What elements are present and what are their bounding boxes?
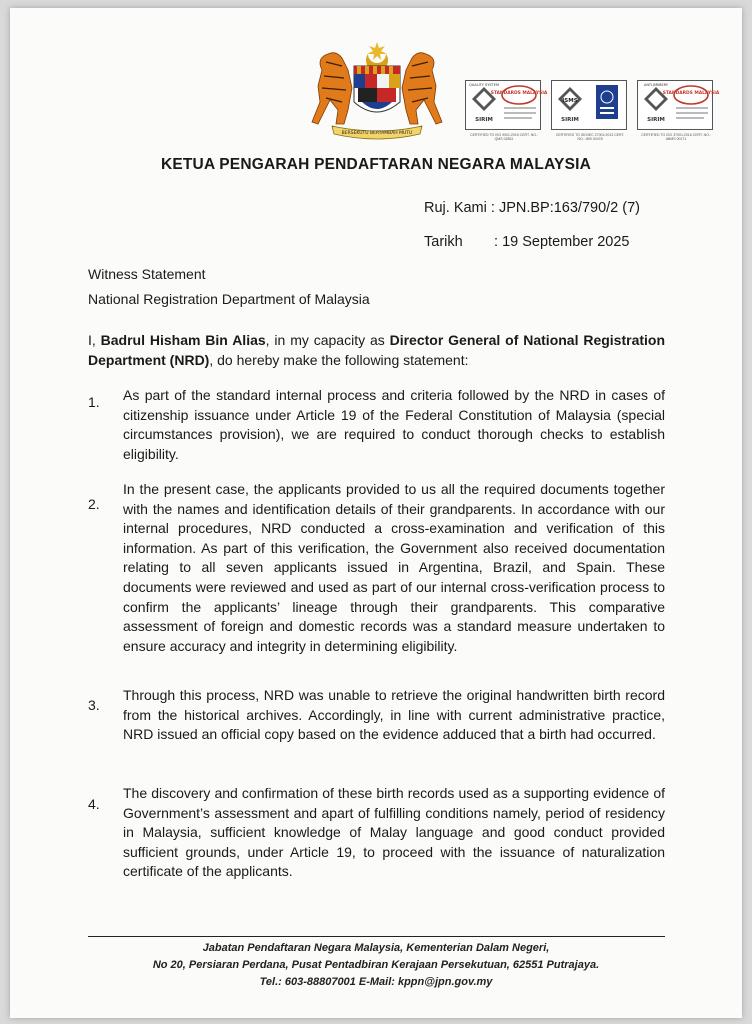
department-name: National Registration Department of Malaysia [88,291,370,307]
svg-text:STANDARDS MALAYSIA: STANDARDS MALAYSIA [662,91,720,96]
anti-bribery-caption: CERTIFIED TO ISO 37001:2016 CERT. NO.: ABMS 00171 [641,133,711,141]
svg-text:QUALITY SYSTEM: QUALITY SYSTEM [468,83,500,87]
isms-caption: CERTIFIED TO ISO/IEC 27001:2013 CERT. NO.: IMS 00478 [555,133,625,141]
letter-page [10,8,742,1018]
svg-text:SIRIM: SIRIM [561,117,579,123]
statement-item: Through this process, NRD was unable to retrieve the original handwritten birth record from the historical archives. Accordingly, in line with current administrative practice, NRD issued an official copy based on the evidence adduced that a birth had occurred. [123,687,665,743]
item-number: 4. [88,796,100,812]
date-value: : 19 September 2025 [494,234,630,250]
svg-text:SIRIM: SIRIM [475,117,493,123]
svg-text:SIRIM: SIRIM [647,117,665,123]
item-number: 3. [88,697,100,713]
footer-line-2: No 20, Persiaran Perdana, Pusat Pentadbiran Kerajaan Persekutuan, 62551 Putrajaya. [152,959,600,971]
svg-text:ISMS: ISMS [562,98,578,104]
footer-line-3: Tel.: 603-88807001 E-Mail: kppn@jpn.gov.my [259,976,493,988]
sirim-quality-icon [466,81,548,129]
date-line [424,234,629,250]
statement-item: As part of the standard internal process and criteria followed by the NRD in cases of citizenship issuance under Article 19 of the Federal Constitution of Malaysia (special circumstances provision), we are required to conduct thorough checks to establish eligibility. [123,387,665,462]
iso-9001-badge [465,80,548,141]
item-number: 2. [88,496,100,512]
malaysia-coat-of-arms-icon [302,40,452,140]
footer-address [10,940,742,991]
iso-9001-caption: CERTIFIED TO ISO 9001:2015 CERT. NO.: QMS 02861 [470,133,538,141]
declarant-name: Badrul Hisham Bin Alias [100,332,266,348]
declarant-role: Director General of National Registration Department (NRD) [88,332,666,368]
letterhead-title: KETUA PENGARAH PENDAFTARAN NEGARA MALAYSIA [160,156,592,173]
crest-motto: BERSEKUTU BERTAMBAH MUTU [341,131,413,136]
date-label: Tarikh [424,234,463,250]
sirim-isms-icon [552,81,626,129]
certification-badges [465,80,720,141]
reference-value: : JPN.BP:163/790/2 (7) [490,200,640,216]
sirim-anti-bribery-icon [638,81,720,129]
intro-paragraph: I, Badrul Hisham Bin Alias, in my capacity as Director General of National Registration Department (NRD), do hereby make the following statement: [88,332,666,368]
anti-bribery-badge [637,80,720,141]
isms-badge [551,80,627,141]
statement-item: The discovery and confirmation of these birth records used as a supporting evidence of Government’s assessment and apart of fulfilling conditions namely, period of residency in Malaysia, sufficient knowledge of Malay language and good conduct provided sufficient grounds, under Article 19, to proceed with the issuance of naturalization certificate of the applicants. [123,785,665,880]
footer-line-1: Jabatan Pendaftaran Negara Malaysia, Kementerian Dalam Negeri, [202,942,550,954]
svg-text:STANDARDS MALAYSIA: STANDARDS MALAYSIA [490,91,548,96]
document-type: Witness Statement [88,266,206,282]
footer-divider [88,936,665,937]
statement-item: In the present case, the applicants provided to us all the required documents together with the names and identification details of their grandparents. In accordance with our internal procedures, NRD conducted a cross-examination and verification of this information. As part of this verification, the Government also received documentation relating to all seven applicants issued in Argentina, Brazil, and Spain. These documents were reviewed and used as part of our internal cross-verification process to confirm the applicants’ lineage through their grandparents. This comparative assessment of foreign and domestic records was a standard measure undertaken to ensure accuracy and integrity in determining eligibility. [123,481,665,654]
svg-text:ANTI-BRIBERY: ANTI-BRIBERY [643,83,669,87]
item-number: 1. [88,394,100,410]
reference-line [424,200,640,216]
reference-label: Ruj. Kami [424,200,487,216]
